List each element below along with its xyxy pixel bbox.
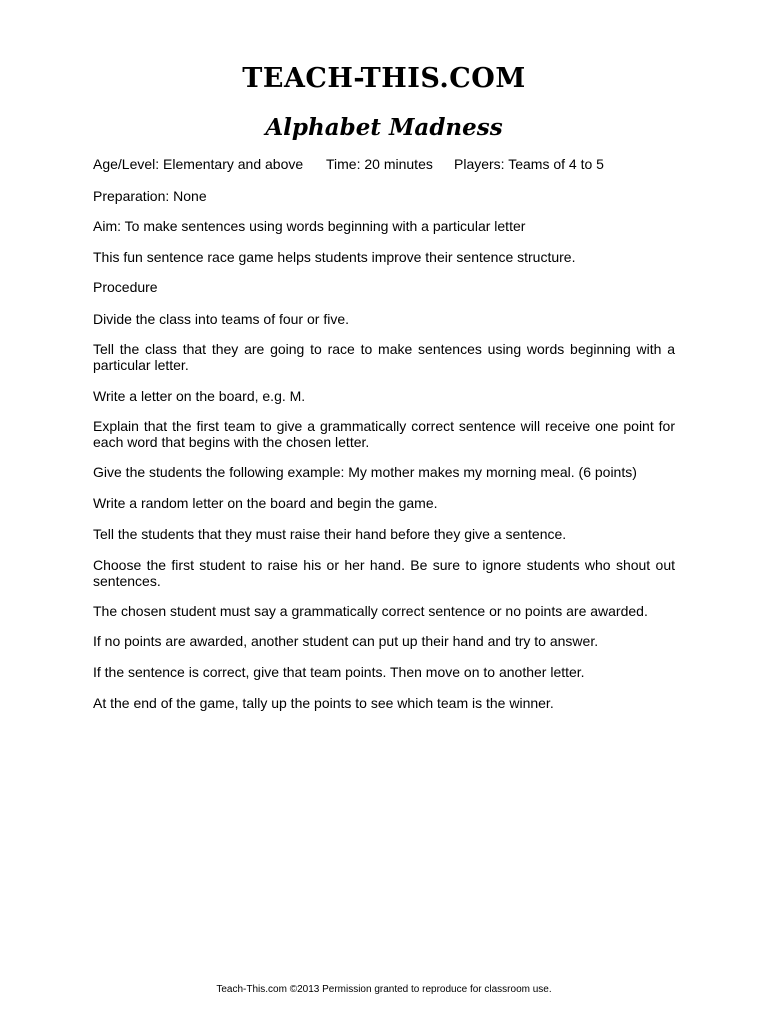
procedure-step: Write a random letter on the board and begin the game.	[93, 495, 438, 511]
procedure-step: Tell the class that they are going to race to make sentences using words beginning with a particular letter.	[93, 341, 675, 373]
procedure-step: If the sentence is correct, give that team points. Then move on to another letter.	[93, 664, 585, 680]
procedure-step: Divide the class into teams of four or five.	[93, 311, 349, 327]
procedure-step: Give the students the following example: My mother makes my morning meal. (6 points)	[93, 464, 637, 480]
procedure-step: At the end of the game, tally up the points to see which team is the winner.	[93, 695, 554, 711]
procedure-step: Explain that the first team to give a grammatically correct sentence will receive one point for each word that begins with the chosen letter.	[93, 418, 675, 450]
preparation-text: Preparation: None	[93, 188, 207, 204]
players-text: Players: Teams of 4 to 5	[454, 156, 604, 172]
procedure-step: Choose the first student to raise his or her hand. Be sure to ignore students who shout out sentences.	[93, 557, 675, 589]
procedure-step: Tell the students that they must raise their hand before they give a sentence.	[93, 526, 567, 542]
aim-text: Aim: To make sentences using words beginning with a particular letter	[93, 218, 526, 234]
age-level-text: Age/Level: Elementary and above	[93, 156, 304, 172]
procedure-step: If no points are awarded, another student can put up their hand and try to answer.	[93, 633, 599, 649]
site-title: TEACH-THIS.COM	[242, 63, 526, 94]
activity-info-row	[93, 156, 693, 172]
copyright-footer: Teach-This.com ©2013 Permission granted to reproduce for classroom use.	[216, 984, 552, 995]
document-title: Alphabet Madness	[265, 114, 503, 141]
intro-text: This fun sentence race game helps students improve their sentence structure.	[93, 249, 576, 265]
procedure-heading: Procedure	[93, 279, 158, 295]
time-text: Time: 20 minutes	[326, 156, 433, 172]
procedure-step: Write a letter on the board, e.g. M.	[93, 388, 306, 404]
procedure-step: The chosen student must say a grammatically correct sentence or no points are awarded.	[93, 603, 648, 619]
